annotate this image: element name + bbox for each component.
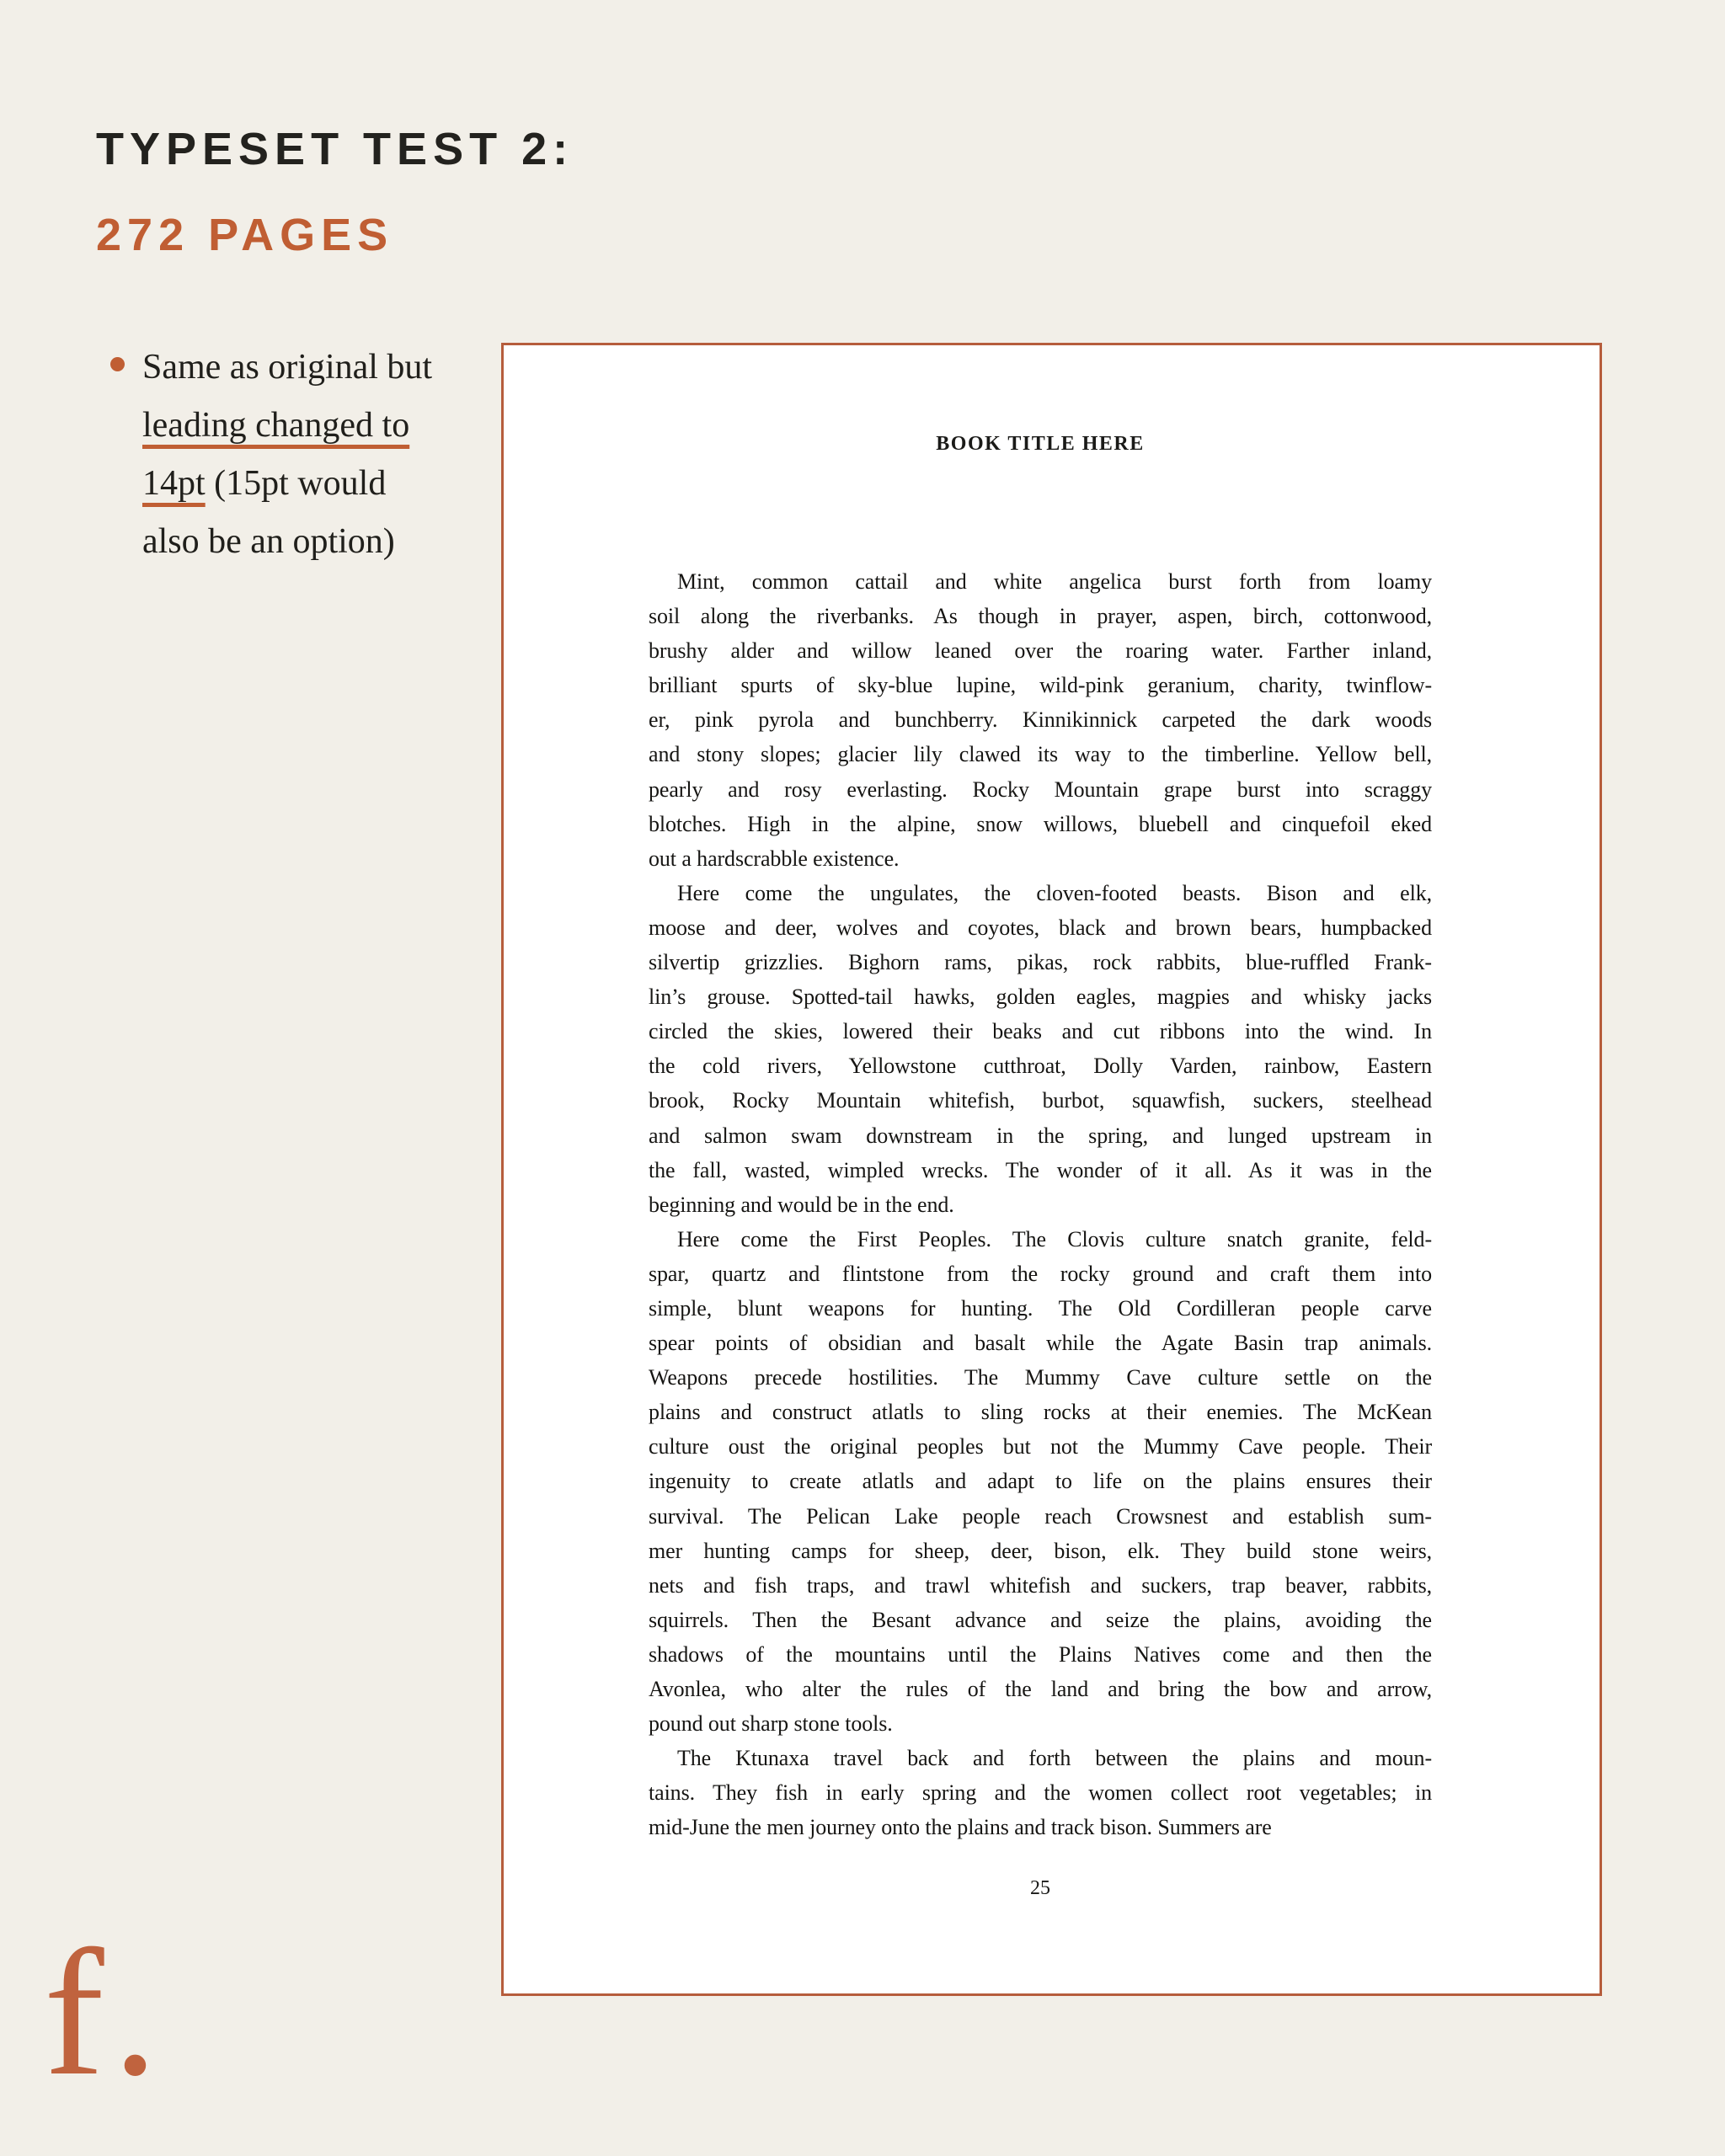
body-line: spear points of obsidian and basalt while the Agate Basin trap animals. xyxy=(649,1331,1432,1356)
slide-title: TYPESET TEST 2: xyxy=(96,124,574,174)
note-underlined: leading changed to 14pt xyxy=(142,406,410,503)
body-line: spar, quartz and flintstone from the rocky ground and craft them into xyxy=(649,1261,1432,1286)
body-line: mer hunting camps for sheep, deer, bison, elk. They build stone weirs, xyxy=(649,1538,1432,1563)
body-line: ingenuity to create atlatls and adapt to life on the plains ensures their xyxy=(649,1469,1432,1494)
body-line: brushy alder and willow leaned over the roaring water. Farther inland, xyxy=(649,638,1432,664)
body-line: nets and fish traps, and trawl whitefish and suckers, trap beaver, rabbits, xyxy=(649,1572,1432,1598)
body-line: brilliant spurts of sky-blue lupine, wild-pink geranium, charity, twinflow- xyxy=(649,673,1432,698)
slide-subtitle: 272 PAGES xyxy=(96,210,394,260)
body-line: pearly and rosy everlasting. Rocky Mountain grape burst into scraggy xyxy=(649,776,1432,802)
body-line: plains and construct atlatls to sling rocks at their enemies. The McKean xyxy=(649,1400,1432,1425)
running-head: BOOK TITLE HERE xyxy=(936,433,1145,455)
body-line: blotches. High in the alpine, snow willows, bluebell and cinquefoil eked xyxy=(649,811,1432,836)
page-number: 25 xyxy=(1030,1877,1050,1899)
body-line: silvertip grizzlies. Bighorn rams, pikas, rock rabbits, blue-ruffled Frank- xyxy=(649,950,1432,975)
note-pre: Same as original but xyxy=(142,348,433,387)
body-line: and stony slopes; glacier lily clawed its way to the timberline. Yellow bell, xyxy=(649,742,1432,767)
body-line: circled the skies, lowered their beaks and cut ribbons into the wind. In xyxy=(649,1019,1432,1044)
body-line: the fall, wasted, wimpled wrecks. The wonder of it all. As it was in the xyxy=(649,1157,1432,1182)
body-line: beginning and would be in the end. xyxy=(649,1192,954,1217)
body-line: out a hardscrabble existence. xyxy=(649,846,900,871)
body-line: shadows of the mountains until the Plains Natives come and then the xyxy=(649,1641,1432,1667)
body-line: soil along the riverbanks. As though in prayer, aspen, birch, cottonwood, xyxy=(649,604,1432,629)
body-line: Avonlea, who alter the rules of the land and bring the bow and arrow, xyxy=(649,1677,1432,1701)
body-line: The Ktunaxa travel back and forth between the plains and moun- xyxy=(677,1746,1432,1771)
body-line: the cold rivers, Yellowstone cutthroat, Dolly Varden, rainbow, Eastern xyxy=(649,1054,1432,1079)
body-line: Here come the ungulates, the cloven-footed beasts. Bison and elk, xyxy=(677,880,1432,905)
body-line: lin’s grouse. Spotted-tail hawks, golden eagles, magpies and whisky jacks xyxy=(649,985,1432,1010)
body-line: moose and deer, wolves and coyotes, black and brown bears, humpbacked xyxy=(649,915,1432,940)
book-page-preview xyxy=(501,343,1602,1996)
body-line: brook, Rocky Mountain whitefish, burbot, squawfish, suckers, steelhead xyxy=(649,1088,1432,1113)
body-line: tains. They fish in early spring and the women collect root vegetables; in xyxy=(649,1780,1432,1806)
body-line: Weapons precede hostilities. The Mummy Cave culture settle on the xyxy=(649,1365,1432,1390)
body-line: pound out sharp stone tools. xyxy=(649,1711,893,1737)
body-line: survival. The Pelican Lake people reach Crowsnest and establish sum- xyxy=(649,1503,1432,1529)
body-line: er, pink pyrola and bunchberry. Kinnikinnick carpeted the dark woods xyxy=(649,707,1432,733)
body-line: culture oust the original peoples but not the Mummy Cave people. Their xyxy=(649,1434,1432,1460)
body-line: mid-June the men journey onto the plains and track bison. Summers are xyxy=(649,1815,1272,1840)
body-line: Here come the First Peoples. The Clovis culture snatch granite, feld- xyxy=(677,1226,1432,1251)
body-text xyxy=(649,564,1432,1844)
body-line: and salmon swam downstream in the spring, and lunged upstream in xyxy=(649,1123,1432,1148)
body-line: simple, blunt weapons for hunting. The Old Cordilleran people carve xyxy=(649,1295,1432,1321)
note-text xyxy=(142,339,447,571)
brand-logo: f. xyxy=(44,1912,167,2113)
body-line: squirrels. Then the Besant advance and seize the plains, avoiding the xyxy=(649,1607,1432,1632)
body-line: Mint, common cattail and white angelica burst forth from loamy xyxy=(677,569,1432,594)
note-post: (15pt would also be an option) xyxy=(142,464,395,561)
bullet-icon xyxy=(110,357,125,371)
